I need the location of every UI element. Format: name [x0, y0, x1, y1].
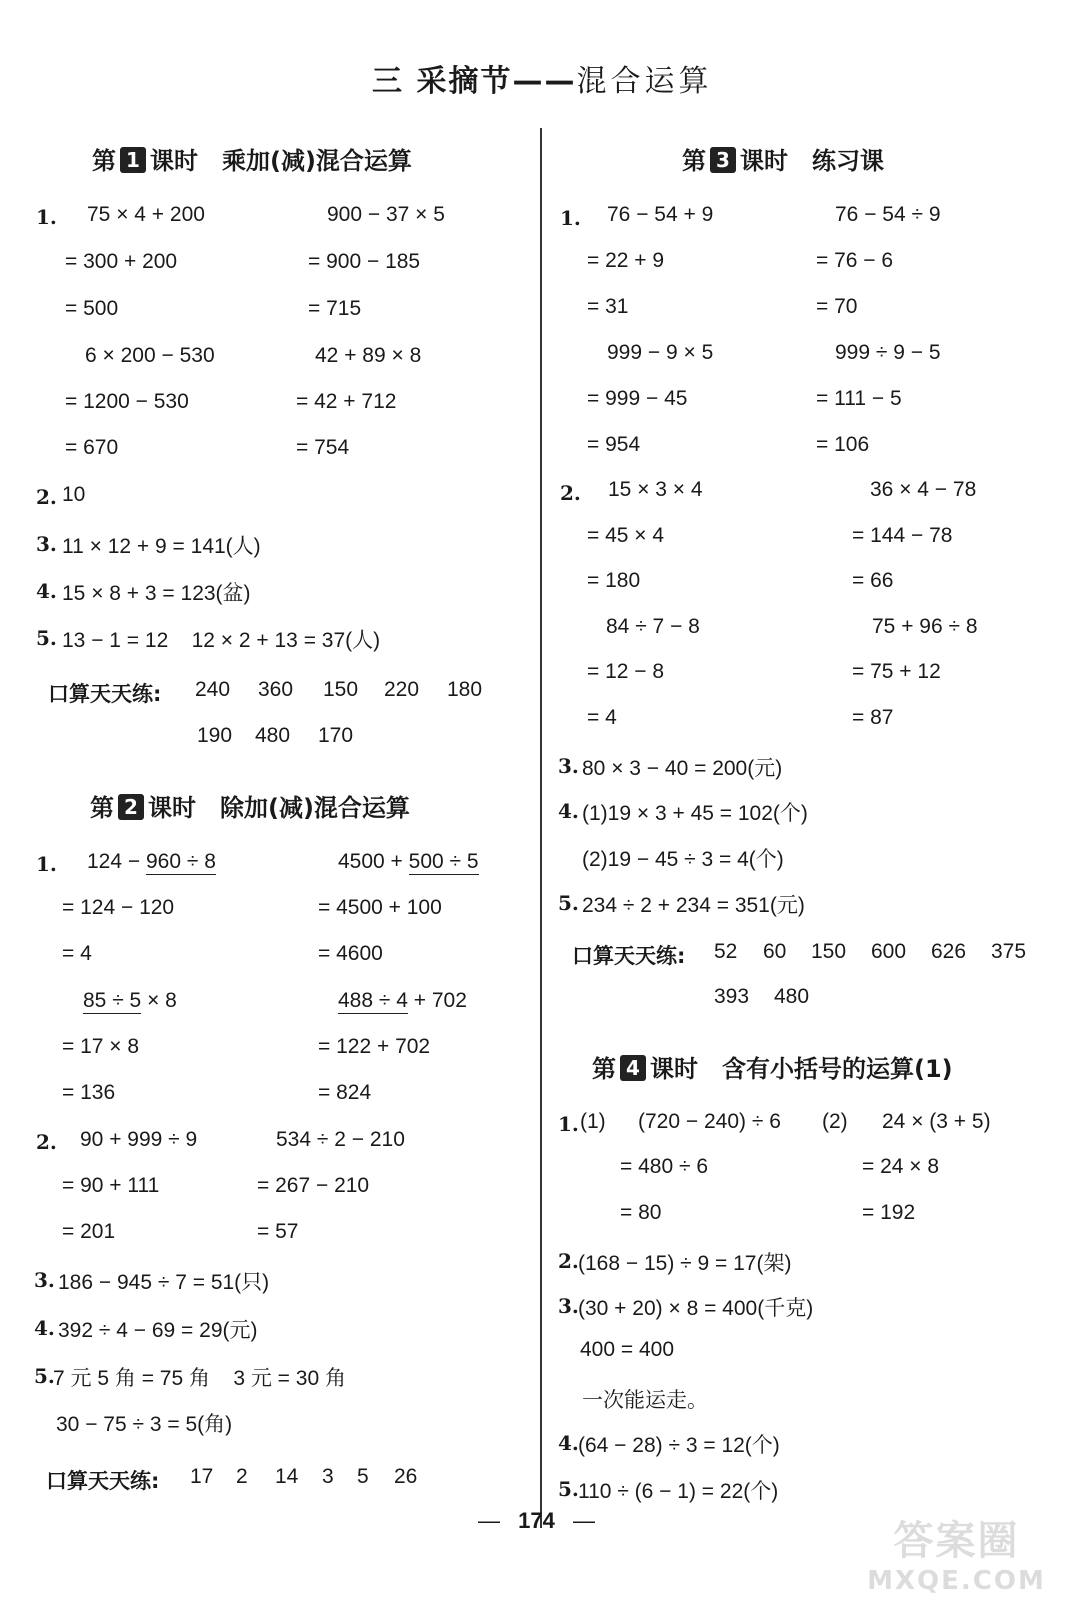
calc-line: = 24 × 8	[862, 1155, 940, 1178]
calc-line: 90 + 999 ÷ 9	[80, 1128, 198, 1151]
title-dash: ——	[512, 64, 577, 99]
kousuan-answer: 150	[323, 678, 359, 701]
answer-text: 15 × 8 + 3 = 123(盆)	[62, 582, 251, 605]
question-label: 5.	[36, 626, 57, 650]
calc-line: = 480 ÷ 6	[620, 1155, 709, 1178]
answer-text: 392 ÷ 4 − 69 = 29(元)	[58, 1319, 258, 1342]
question-label: 1.	[36, 852, 57, 876]
question-label: 5.	[34, 1364, 55, 1388]
calc-line: = 17 × 8	[62, 1035, 140, 1058]
kousuan-answer: 17	[190, 1465, 214, 1488]
kousuan-label: 口算天天练:	[572, 944, 686, 968]
calc-line: = 45 × 4	[587, 524, 665, 547]
answer-text: 186 − 945 ÷ 7 = 51(只)	[58, 1271, 270, 1294]
calc-line: = 70	[816, 295, 858, 318]
lesson-number-badge: 1	[120, 147, 146, 173]
calc-line: = 754	[296, 436, 350, 459]
calc-line: 999 ÷ 9 − 5	[835, 341, 941, 364]
calc-line: 534 ÷ 2 − 210	[276, 1128, 405, 1151]
lesson-title: 含有小括号的运算(1)	[722, 1055, 953, 1083]
answer-text: (2)19 − 45 ÷ 3 = 4(个)	[582, 848, 784, 871]
lesson-title: 除加(减)混合运算	[220, 794, 410, 822]
calc-line: 75 × 4 + 200	[87, 203, 205, 226]
question-label: 2.	[36, 485, 57, 509]
lesson-title: 乘加(减)混合运算	[222, 147, 412, 175]
page-title	[372, 56, 712, 100]
calc-line: = 300 + 200	[65, 250, 178, 273]
answer-text: 一次能运走。	[582, 1389, 708, 1412]
lesson-3-heading: 第 3 课时 练习课	[682, 147, 884, 175]
kousuan-answer: 600	[871, 940, 907, 963]
question-label: 5.	[558, 891, 579, 915]
calc-line: 75 + 96 ÷ 8	[872, 615, 978, 638]
kousuan-answer: 480	[255, 724, 291, 747]
calc-line: 6 × 200 − 530	[85, 344, 215, 367]
column-divider	[540, 128, 542, 1528]
question-label: 3.	[558, 754, 579, 778]
answer-text: (64 − 28) ÷ 3 = 12(个)	[578, 1434, 780, 1457]
calc-line: = 267 − 210	[257, 1174, 370, 1197]
kousuan-answer: 5	[357, 1465, 369, 1488]
kousuan-answer: 150	[811, 940, 847, 963]
calc-line: = 670	[65, 436, 119, 459]
kousuan-answer: 60	[763, 940, 787, 963]
question-label: 3.	[34, 1268, 55, 1292]
kousuan-answer: 240	[195, 678, 231, 701]
calc-line: = 75 + 12	[852, 660, 941, 683]
answer-text: 234 ÷ 2 + 234 = 351(元)	[582, 894, 805, 917]
answer-text: 10	[62, 483, 86, 506]
calc-line: 4500 + 500 ÷ 5	[338, 850, 479, 873]
answer-text: 11 × 12 + 9 = 141(人)	[62, 535, 261, 558]
sub-question-tag: (1)	[580, 1110, 606, 1133]
calc-line: = 824	[318, 1081, 372, 1104]
kousuan-answer: 393	[714, 985, 750, 1008]
calc-line: 999 − 9 × 5	[607, 341, 714, 364]
answer-text: (168 − 15) ÷ 9 = 17(架)	[578, 1252, 792, 1275]
kousuan-answer: 52	[714, 940, 738, 963]
calc-line: = 57	[257, 1220, 299, 1243]
calc-line: = 500	[65, 297, 119, 320]
calc-line: = 106	[816, 433, 870, 456]
calc-line: 85 ÷ 5 × 8	[83, 989, 177, 1012]
title-main: 三 采摘节	[372, 64, 513, 99]
calc-line: = 90 + 111	[62, 1174, 160, 1197]
underlined-step: 960 ÷ 8	[145, 850, 216, 873]
lesson-number-badge: 3	[710, 147, 736, 173]
kousuan-answer: 2	[236, 1465, 248, 1488]
calc-line: = 124 − 120	[62, 896, 175, 919]
title-sub: 混合运算	[576, 64, 713, 99]
kousuan-answer: 170	[318, 724, 354, 747]
lesson-2-heading: 第 2 课时 除加(减)混合运算	[90, 794, 410, 822]
question-label: 1.	[560, 206, 581, 230]
question-label: 2.	[560, 481, 581, 505]
page-number: — 174 —	[478, 1508, 595, 1533]
answer-text: 13 − 1 = 12 12 × 2 + 13 = 37(人)	[62, 629, 381, 652]
lesson-1-heading: 第 1 课时 乘加(减)混合运算	[92, 147, 412, 175]
calc-line: 76 − 54 ÷ 9	[835, 203, 941, 226]
calc-line: = 999 − 45	[587, 387, 688, 410]
calc-line: = 4	[587, 706, 617, 729]
question-label: 4.	[558, 799, 579, 823]
calc-line: = 4600	[318, 942, 383, 965]
answer-text: 400 = 400	[580, 1338, 675, 1361]
calc-line: = 715	[308, 297, 362, 320]
calc-line: 488 ÷ 4 + 702	[338, 989, 467, 1012]
underlined-step: 85 ÷ 5	[83, 989, 142, 1012]
lesson-number-badge: 4	[620, 1055, 646, 1081]
calc-line: = 136	[62, 1081, 116, 1104]
calc-line: = 122 + 702	[318, 1035, 431, 1058]
calc-line: = 4500 + 100	[318, 896, 442, 919]
calc-line: 124 − 960 ÷ 8	[87, 850, 216, 873]
kousuan-answer: 3	[322, 1465, 334, 1488]
calc-line: 42 + 89 × 8	[315, 344, 422, 367]
calc-line: (720 − 240) ÷ 6	[638, 1110, 781, 1133]
calc-line: = 201	[62, 1220, 116, 1243]
question-label: 1.	[558, 1112, 579, 1136]
calc-line: = 954	[587, 433, 641, 456]
calc-line: = 87	[852, 706, 894, 729]
calc-line: 76 − 54 + 9	[607, 203, 714, 226]
kousuan-answer: 14	[275, 1465, 299, 1488]
question-label: 4.	[558, 1431, 579, 1455]
sub-question-tag: (2)	[822, 1110, 848, 1133]
calc-line: 24 × (3 + 5)	[882, 1110, 991, 1133]
question-label: 3.	[36, 532, 57, 556]
calc-line: = 80	[620, 1201, 662, 1224]
kousuan-answer: 480	[774, 985, 810, 1008]
calc-line: = 900 − 185	[308, 250, 421, 273]
calc-line: 900 − 37 × 5	[327, 203, 445, 226]
underlined-step: 488 ÷ 4	[338, 989, 408, 1012]
answer-text: 30 − 75 ÷ 3 = 5(角)	[56, 1413, 233, 1436]
calc-line: 15 × 3 × 4	[608, 478, 703, 501]
question-label: 1.	[36, 205, 57, 229]
answer-text: 110 ÷ (6 − 1) = 22(个)	[578, 1480, 779, 1503]
answer-text: 80 × 3 − 40 = 200(元)	[582, 757, 783, 780]
calc-line: = 192	[862, 1201, 916, 1224]
calc-line: = 66	[852, 569, 894, 592]
calc-line: = 31	[587, 295, 629, 318]
lesson-4-heading: 第 4 课时 含有小括号的运算(1)	[592, 1055, 953, 1083]
answer-text: 7 元 5 角 = 75 角 3 元 = 30 角	[53, 1367, 346, 1390]
question-label: 2.	[36, 1130, 57, 1154]
watermark-logo: 答案圈 MXQE.COM	[867, 1518, 1046, 1596]
underlined-step: 500 ÷ 5	[408, 850, 479, 873]
question-label: 2.	[558, 1249, 579, 1273]
kousuan-label: 口算天天练:	[48, 682, 162, 706]
kousuan-answer: 26	[394, 1465, 418, 1488]
kousuan-answer: 190	[197, 724, 233, 747]
question-label: 4.	[36, 579, 57, 603]
calc-line: 36 × 4 − 78	[870, 478, 977, 501]
calc-line: = 76 − 6	[816, 249, 894, 272]
lesson-title: 练习课	[812, 147, 884, 175]
question-label: 4.	[34, 1316, 55, 1340]
kousuan-answer: 180	[447, 678, 483, 701]
calc-line: = 144 − 78	[852, 524, 953, 547]
kousuan-label: 口算天天练:	[46, 1469, 160, 1493]
calc-line: = 180	[587, 569, 641, 592]
calc-line: = 42 + 712	[296, 390, 397, 413]
calc-line: = 12 − 8	[587, 660, 665, 683]
answer-text: (1)19 × 3 + 45 = 102(个)	[582, 802, 808, 825]
question-label: 3.	[558, 1294, 579, 1318]
kousuan-answer: 626	[931, 940, 967, 963]
question-label: 5.	[558, 1477, 579, 1501]
calc-line: = 1200 − 530	[65, 390, 189, 413]
answer-text: (30 + 20) × 8 = 400(千克)	[578, 1297, 814, 1320]
calc-line: 84 ÷ 7 − 8	[606, 615, 700, 638]
calc-line: = 22 + 9	[587, 249, 665, 272]
lesson-number-badge: 2	[118, 794, 144, 820]
calc-line: = 111 − 5	[816, 387, 902, 410]
kousuan-answer: 375	[991, 940, 1027, 963]
kousuan-answer: 220	[384, 678, 420, 701]
calc-line: = 4	[62, 942, 92, 965]
kousuan-answer: 360	[258, 678, 294, 701]
